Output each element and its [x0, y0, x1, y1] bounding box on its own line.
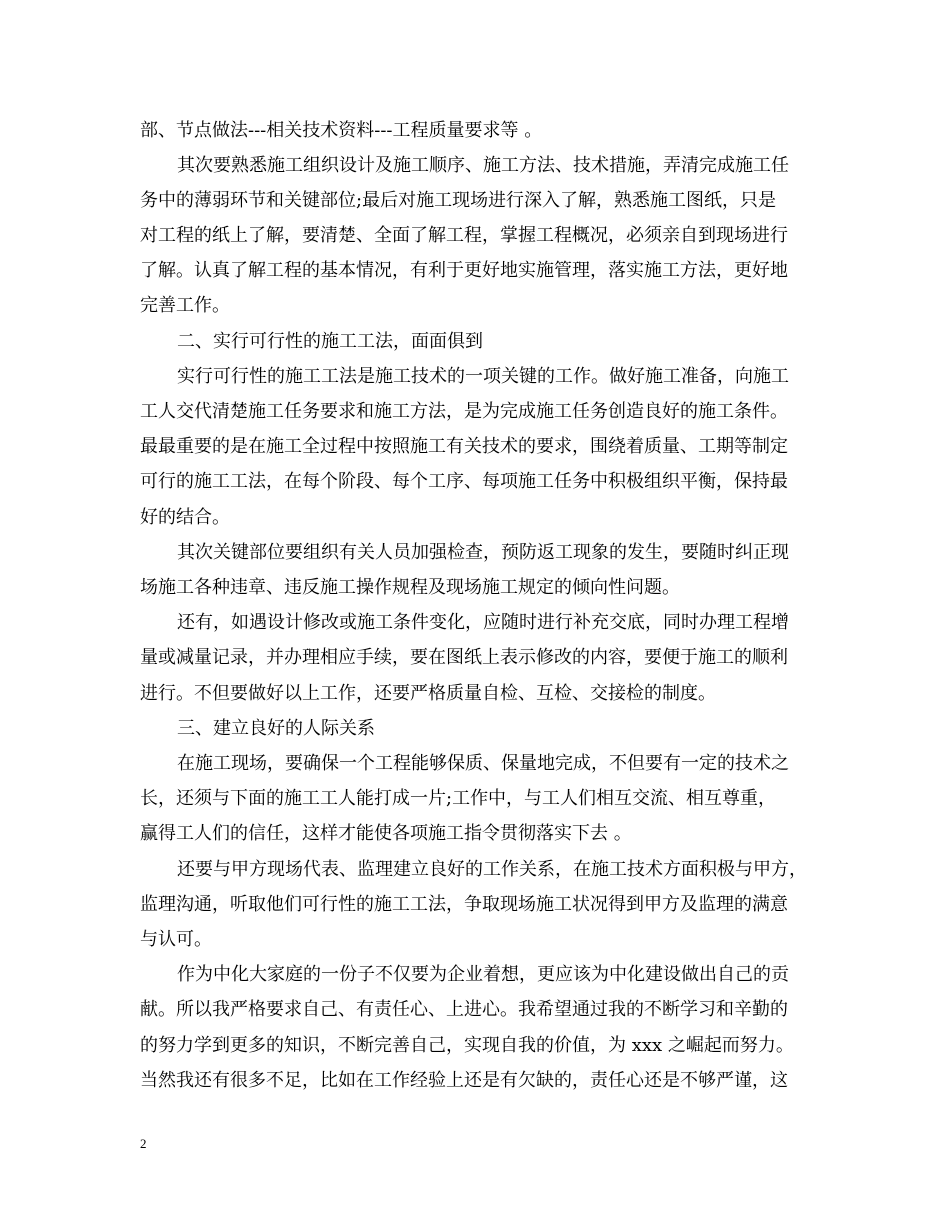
text-line: 场施工各种违章、违反施工操作规程及现场施工规定的倾向性问题。	[140, 577, 680, 598]
paragraph-start-line: 实行可行性的施工工法是施工技术的一项关键的工作。做好施工准备，向施工	[177, 366, 789, 387]
text-line: 可行的施工工法，在每个阶段、每个工序、每项施工任务中积极组织平衡，保持最	[140, 471, 788, 492]
text-line: 长，还须与下面的施工工人能打成一片;工作中，与工人们相互交流、相互尊重，	[140, 788, 777, 809]
paragraph-start-line: 其次要熟悉施工组织设计及施工顺序、施工方法、技术措施，弄清完成施工任	[177, 155, 789, 176]
paragraph-start-line: 还有，如遇设计修改或施工条件变化，应随时进行补充交底，同时办理工程增	[177, 612, 789, 633]
text-line: 进行。不但要做好以上工作，还要严格质量自检、互检、交接检的制度。	[140, 683, 716, 704]
text-line: 当然我还有很多不足，比如在工作经验上还是有欠缺的，责任心还是不够严谨，这	[140, 1070, 788, 1091]
section-heading: 二、实行可行性的施工工法，面面俱到	[177, 331, 483, 352]
text-line: 献。所以我严格要求自己、有责任心、上进心。我希望通过我的不断学习和辛勤的	[140, 999, 788, 1020]
paragraph-start-line: 还要与甲方现场代表、监理建立良好的工作关系，在施工技术方面积极与甲方，	[177, 859, 807, 880]
text-line: 了解。认真了解工程的基本情况，有利于更好地实施管理，落实施工方法，更好地	[140, 260, 788, 281]
page-number: 2	[140, 1136, 147, 1151]
text-line: 最最重要的是在施工全过程中按照施工有关技术的要求，围绕着质量、工期等制定	[140, 436, 788, 457]
paragraph-start-line: 作为中化大家庭的一份子不仅要为企业着想，更应该为中化建设做出自己的贡	[177, 964, 789, 985]
text-line: 完善工作。	[140, 295, 230, 316]
text-line: 量或减量记录，并办理相应手续，要在图纸上表示修改的内容，要便于施工的顺利	[140, 647, 788, 668]
text-line: 工人交代清楚施工任务要求和施工方法，是为完成施工任务创造良好的施工条件。	[140, 401, 788, 422]
text-line: 好的结合。	[140, 507, 230, 528]
paragraph-start-line: 其次关键部位要组织有关人员加强检查，预防返工现象的发生，要随时纠正现	[177, 542, 789, 563]
text-line: 监理沟通，听取他们可行性的施工工法，争取现场施工状况得到甲方及监理的满意	[140, 894, 788, 915]
paragraph-start-line: 在施工现场，要确保一个工程能够保质、保量地完成，不但要有一定的技术之	[177, 753, 789, 774]
text-line: 部、节点做法---相关技术资料---工程质量要求等 。	[140, 120, 543, 141]
text-line: 赢得工人们的信任，这样才能使各项施工指令贯彻落实下去 。	[140, 823, 632, 844]
text-line: 与认可。	[140, 929, 212, 950]
text-line: 的努力学到更多的知识，不断完善自己，实现自我的价值，为 xxx 之崛起而努力。	[140, 1035, 794, 1056]
text-line: 务中的薄弱环节和关键部位;最后对施工现场进行深入了解，熟悉施工图纸，只是	[140, 190, 777, 211]
section-heading: 三、建立良好的人际关系	[177, 718, 375, 739]
text-line: 对工程的纸上了解，要清楚、全面了解工程，掌握工程概况，必须亲自到现场进行	[140, 225, 788, 246]
